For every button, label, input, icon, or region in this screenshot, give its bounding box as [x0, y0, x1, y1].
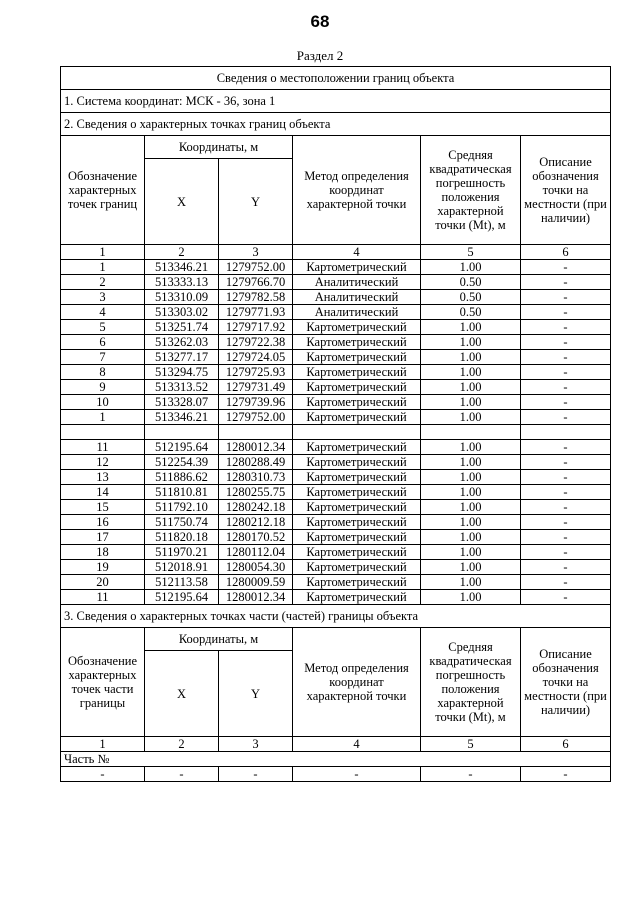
point-number-cell: 3 [61, 290, 145, 305]
section2-row [61, 113, 611, 136]
x-coordinate-cell: 511792.10 [145, 500, 219, 515]
error-cell: 1.00 [421, 440, 521, 455]
empty-cell [61, 425, 145, 440]
section2-title: 2. Сведения о характерных точках границ объекта [61, 113, 611, 136]
empty-cell [521, 425, 611, 440]
x-coordinate-cell: 511750.74 [145, 515, 219, 530]
part-header-error: Средняя квадратическая погрешность положения характерной точки (Mt), м [421, 628, 521, 737]
section3-title: 3. Сведения о характерных точках части (частей) границы объекта [61, 605, 611, 628]
table-row [61, 530, 611, 545]
part-header-designation: Обозначение характерных точек части границы [61, 628, 145, 737]
x-coordinate-cell: 513346.21 [145, 260, 219, 275]
col-numbers-row [61, 245, 611, 260]
part-data-row [61, 767, 611, 782]
description-cell: - [521, 500, 611, 515]
table-row [61, 515, 611, 530]
y-coordinate-cell: 1279771.93 [219, 305, 293, 320]
description-cell: - [521, 290, 611, 305]
table-title: Сведения о местоположении границ объекта [61, 67, 611, 90]
x-coordinate-cell: 512254.39 [145, 455, 219, 470]
empty-cell [219, 425, 293, 440]
x-coordinate-cell: 511810.81 [145, 485, 219, 500]
point-number-cell: 19 [61, 560, 145, 575]
point-number-cell: 1 [61, 260, 145, 275]
error-cell: 1.00 [421, 380, 521, 395]
table-row [61, 440, 611, 455]
point-number-cell: 11 [61, 440, 145, 455]
x-coordinate-cell: 512195.64 [145, 440, 219, 455]
part-col-numbers-row [61, 737, 611, 752]
method-cell: Картометрический [293, 590, 421, 605]
error-cell: 0.50 [421, 275, 521, 290]
point-number-cell: 9 [61, 380, 145, 395]
point-number-cell: 5 [61, 320, 145, 335]
table-row [61, 470, 611, 485]
y-coordinate-cell: 1279725.93 [219, 365, 293, 380]
col-number: 5 [421, 737, 521, 752]
col-number: 4 [293, 245, 421, 260]
y-coordinate-cell: 1280012.34 [219, 440, 293, 455]
x-coordinate-cell: 511820.18 [145, 530, 219, 545]
method-cell: Картометрический [293, 500, 421, 515]
method-cell: Аналитический [293, 275, 421, 290]
description-cell: - [521, 530, 611, 545]
y-coordinate-cell: 1280012.34 [219, 590, 293, 605]
y-coordinate-cell: 1280170.52 [219, 530, 293, 545]
part-header-x: X [145, 651, 219, 737]
error-cell: 1.00 [421, 260, 521, 275]
page-number: 68 [310, 12, 330, 31]
coord-system: 1. Система координат: МСК - 36, зона 1 [61, 90, 611, 113]
point-number-cell: 15 [61, 500, 145, 515]
table-body [61, 67, 611, 782]
method-cell: Картометрический [293, 560, 421, 575]
description-cell: - [521, 560, 611, 575]
point-number-cell: 18 [61, 545, 145, 560]
description-cell: - [521, 515, 611, 530]
point-number-cell: 2 [61, 275, 145, 290]
point-number-cell: 10 [61, 395, 145, 410]
x-coordinate-cell: 511886.62 [145, 470, 219, 485]
method-cell: Картометрический [293, 575, 421, 590]
method-cell: Картометрический [293, 320, 421, 335]
y-coordinate-cell: 1279717.92 [219, 320, 293, 335]
contour-separator-row [61, 425, 611, 440]
table-row [61, 455, 611, 470]
method-cell: Картометрический [293, 365, 421, 380]
col-number: 4 [293, 737, 421, 752]
x-coordinate-cell: 513277.17 [145, 350, 219, 365]
method-cell: Аналитический [293, 290, 421, 305]
col-number: 2 [145, 245, 219, 260]
description-cell: - [521, 575, 611, 590]
method-cell: Картометрический [293, 395, 421, 410]
y-coordinate-cell: 1280242.18 [219, 500, 293, 515]
col-number: 3 [219, 245, 293, 260]
part-cell: - [293, 767, 421, 782]
error-cell: 0.50 [421, 290, 521, 305]
method-cell: Картометрический [293, 350, 421, 365]
x-coordinate-cell: 513251.74 [145, 320, 219, 335]
error-cell: 1.00 [421, 560, 521, 575]
table-row [61, 380, 611, 395]
x-coordinate-cell: 511970.21 [145, 545, 219, 560]
description-cell: - [521, 275, 611, 290]
x-coordinate-cell: 513346.21 [145, 410, 219, 425]
point-number-cell: 14 [61, 485, 145, 500]
header-error: Средняя квадратическая погрешность положения характерной точки (Mt), м [421, 136, 521, 245]
point-number-cell: 1 [61, 410, 145, 425]
coord-system-row [61, 90, 611, 113]
error-cell: 1.00 [421, 530, 521, 545]
point-number-cell: 16 [61, 515, 145, 530]
x-coordinate-cell: 513262.03 [145, 335, 219, 350]
method-cell: Картометрический [293, 530, 421, 545]
boundaries-table [60, 66, 611, 782]
col-number: 6 [521, 245, 611, 260]
col-number: 1 [61, 245, 145, 260]
table-row [61, 410, 611, 425]
part-header-y: Y [219, 651, 293, 737]
method-cell: Картометрический [293, 380, 421, 395]
error-cell: 1.00 [421, 515, 521, 530]
part-label-row [61, 752, 611, 767]
y-coordinate-cell: 1279782.58 [219, 290, 293, 305]
y-coordinate-cell: 1280310.73 [219, 470, 293, 485]
point-number-cell: 8 [61, 365, 145, 380]
description-cell: - [521, 470, 611, 485]
error-cell: 1.00 [421, 455, 521, 470]
table-row [61, 485, 611, 500]
table-row [61, 320, 611, 335]
part-cell: - [61, 767, 145, 782]
x-coordinate-cell: 513303.02 [145, 305, 219, 320]
y-coordinate-cell: 1279752.00 [219, 410, 293, 425]
section-label: Раздел 2 [296, 48, 344, 63]
method-cell: Картометрический [293, 440, 421, 455]
y-coordinate-cell: 1279731.49 [219, 380, 293, 395]
header-designation: Обозначение характерных точек границ [61, 136, 145, 245]
col-number: 3 [219, 737, 293, 752]
col-number: 1 [61, 737, 145, 752]
x-coordinate-cell: 513313.52 [145, 380, 219, 395]
table-row [61, 395, 611, 410]
description-cell: - [521, 545, 611, 560]
description-cell: - [521, 320, 611, 335]
x-coordinate-cell: 512113.58 [145, 575, 219, 590]
col-number: 6 [521, 737, 611, 752]
table-row [61, 350, 611, 365]
description-cell: - [521, 350, 611, 365]
part-cell: - [421, 767, 521, 782]
error-cell: 1.00 [421, 395, 521, 410]
y-coordinate-cell: 1280212.18 [219, 515, 293, 530]
empty-cell [421, 425, 521, 440]
point-number-cell: 20 [61, 575, 145, 590]
part-header-description: Описание обозначения точки на местности (при наличии) [521, 628, 611, 737]
error-cell: 1.00 [421, 365, 521, 380]
y-coordinate-cell: 1279739.96 [219, 395, 293, 410]
method-cell: Картометрический [293, 515, 421, 530]
x-coordinate-cell: 513333.13 [145, 275, 219, 290]
header-row-1 [61, 136, 611, 159]
part-label: Часть № [61, 752, 611, 767]
description-cell: - [521, 590, 611, 605]
table-row [61, 590, 611, 605]
empty-cell [145, 425, 219, 440]
table-row [61, 335, 611, 350]
description-cell: - [521, 260, 611, 275]
y-coordinate-cell: 1279724.05 [219, 350, 293, 365]
part-header-row-1 [61, 628, 611, 651]
table-row [61, 260, 611, 275]
header-description: Описание обозначения точки на местности (при наличии) [521, 136, 611, 245]
x-coordinate-cell: 512195.64 [145, 590, 219, 605]
point-number-cell: 12 [61, 455, 145, 470]
header-method: Метод определения координат характерной точки [293, 136, 421, 245]
description-cell: - [521, 485, 611, 500]
y-coordinate-cell: 1280288.49 [219, 455, 293, 470]
method-cell: Картометрический [293, 545, 421, 560]
y-coordinate-cell: 1279752.00 [219, 260, 293, 275]
method-cell: Картометрический [293, 455, 421, 470]
description-cell: - [521, 305, 611, 320]
x-coordinate-cell: 513328.07 [145, 395, 219, 410]
error-cell: 0.50 [421, 305, 521, 320]
point-number-cell: 17 [61, 530, 145, 545]
table-row [61, 500, 611, 515]
method-cell: Картометрический [293, 470, 421, 485]
error-cell: 1.00 [421, 350, 521, 365]
point-number-cell: 4 [61, 305, 145, 320]
x-coordinate-cell: 513310.09 [145, 290, 219, 305]
header-y: Y [219, 159, 293, 245]
y-coordinate-cell: 1280112.04 [219, 545, 293, 560]
col-number: 2 [145, 737, 219, 752]
col-number: 5 [421, 245, 521, 260]
point-number-cell: 13 [61, 470, 145, 485]
section3-row [61, 605, 611, 628]
table-row [61, 560, 611, 575]
part-cell: - [521, 767, 611, 782]
part-header-method: Метод определения координат характерной точки [293, 628, 421, 737]
error-cell: 1.00 [421, 500, 521, 515]
table-row [61, 290, 611, 305]
error-cell: 1.00 [421, 485, 521, 500]
error-cell: 1.00 [421, 590, 521, 605]
error-cell: 1.00 [421, 410, 521, 425]
table-row [61, 575, 611, 590]
error-cell: 1.00 [421, 335, 521, 350]
description-cell: - [521, 440, 611, 455]
y-coordinate-cell: 1280255.75 [219, 485, 293, 500]
method-cell: Картометрический [293, 260, 421, 275]
x-coordinate-cell: 512018.91 [145, 560, 219, 575]
error-cell: 1.00 [421, 575, 521, 590]
y-coordinate-cell: 1279722.38 [219, 335, 293, 350]
table-row [61, 545, 611, 560]
header-coordinates: Координаты, м [145, 136, 293, 159]
part-cell: - [145, 767, 219, 782]
part-cell: - [219, 767, 293, 782]
header-x: X [145, 159, 219, 245]
description-cell: - [521, 335, 611, 350]
description-cell: - [521, 395, 611, 410]
description-cell: - [521, 455, 611, 470]
point-number-cell: 7 [61, 350, 145, 365]
title-row [61, 67, 611, 90]
x-coordinate-cell: 513294.75 [145, 365, 219, 380]
method-cell: Картометрический [293, 410, 421, 425]
method-cell: Аналитический [293, 305, 421, 320]
table-row [61, 275, 611, 290]
method-cell: Картометрический [293, 335, 421, 350]
y-coordinate-cell: 1280054.30 [219, 560, 293, 575]
part-header-coordinates: Координаты, м [145, 628, 293, 651]
y-coordinate-cell: 1280009.59 [219, 575, 293, 590]
method-cell: Картометрический [293, 485, 421, 500]
point-number-cell: 6 [61, 335, 145, 350]
table-row [61, 365, 611, 380]
error-cell: 1.00 [421, 320, 521, 335]
y-coordinate-cell: 1279766.70 [219, 275, 293, 290]
description-cell: - [521, 380, 611, 395]
description-cell: - [521, 365, 611, 380]
error-cell: 1.00 [421, 545, 521, 560]
empty-cell [293, 425, 421, 440]
error-cell: 1.00 [421, 470, 521, 485]
point-number-cell: 11 [61, 590, 145, 605]
table-row [61, 305, 611, 320]
description-cell: - [521, 410, 611, 425]
